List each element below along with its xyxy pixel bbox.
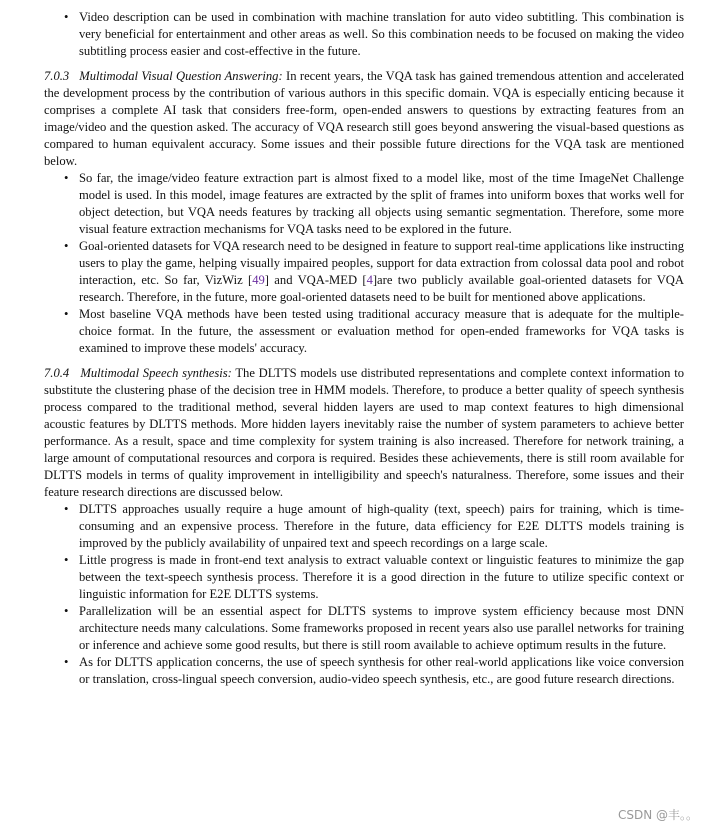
citation-link[interactable]: 4: [366, 273, 373, 287]
bullet-icon: •: [64, 655, 69, 669]
section-number: 7.0.3: [44, 69, 70, 83]
section-7-0-3-paragraph: [44, 68, 684, 170]
bullet-icon: •: [64, 171, 69, 185]
list-item: • Most baseline VQA methods have been tested using traditional accuracy measure that is adequate for the multiple-choice format. In the future, the assessment or evaluation method for open-ended frameworks for VQA tasks is examined to improve these models' accuracy.: [64, 307, 684, 355]
list-item: • Goal-oriented datasets for VQA research need to be designed in feature to support real-time applications like instructing users to play the game, helping visually impaired peoples, support for data extraction from colossal data pool and robot interaction, etc. So far, VizWiz [49] and VQA-MED [4]are two publicly available goal-oriented datasets for VQA research. Therefore, in the future, more goal-oriented datasets need to be built for mentioned above applications.: [64, 239, 684, 304]
section-7-0-4-paragraph: [44, 365, 684, 501]
section-number: 7.0.4: [44, 366, 70, 380]
document-page: [44, 9, 684, 688]
section-title: Multimodal Visual Question Answering:: [79, 69, 283, 83]
bullet-icon: •: [64, 10, 69, 24]
list-item: • Parallelization will be an essential aspect for DLTTS systems to improve system efficiency because most DNN architecture needs many calculations. Some frameworks proposed in recent years also use parallel networks for training or inference and achieve some good results, but there is still room available to achieve optimum results in the future.: [64, 604, 684, 652]
bullet-icon: •: [64, 604, 69, 618]
watermark: CSDN @丰。。: [617, 808, 698, 822]
list-item: • So far, the image/video feature extraction part is almost fixed to a model like, most of the time ImageNet Challenge model is used. In this model, image features are extracted by the split of frames into uniform boxes that works well for object detection, but VQA needs features by tracking all objects using semantic segmentation. Therefore, some more visual feature extraction mechanisms for VQA tasks need to be explored in the future.: [64, 171, 684, 236]
list-item: • Little progress is made in front-end text analysis to extract valuable context or linguistic features to minimize the gap between the text-speech synthesis process. Therefore it is a good direction in the future to utilize specific context or linguistic information for E2E DLTTS systems.: [64, 553, 684, 601]
paragraph-text: In recent years, the VQA task has gained tremendous attention and accelerated the development process by the contribution of various authors in this specific domain. VQA is especially enticing because it comprises a complete AI task that considers free-form, open-ended answers to questions by extracting features from an image/video and the question asked. The accuracy of VQA research still goes beyond answering the visual-based questions as compared to human equivalent accuracy. Some issues and their possible future directions for the VQA task are mentioned below.: [44, 69, 684, 168]
bullet-list-top: [44, 9, 684, 60]
bullet-icon: •: [64, 502, 69, 516]
list-item: • Video description can be used in combination with machine translation for auto video subtitling. This combination is very beneficial for entertainment and other areas as well. So this combination needs to be focused on making the video subtitling process easier and cost-effective in the future.: [64, 10, 684, 58]
list-item: • DLTTS approaches usually require a huge amount of high-quality (text, speech) pairs for training, which is time-consuming and an expensive process. Therefore in the future, data efficiency for E2E DLTTS models training is improved by the publicly availability of unpaired text and speech recordings on a large scale.: [64, 502, 684, 550]
citation-link[interactable]: 49: [252, 273, 265, 287]
bullet-icon: •: [64, 553, 69, 567]
paragraph-text: The DLTTS models use distributed representations and complete context information to substitute the clustering phase of the decision tree in HMM models. Therefore, to produce a better quality of speech synthesis process compared to the traditional method, several hidden layers are used to map context features to high dimensional acoustic features by DLTTS methods. More hidden layers inevitably raise the number of system parameters to achieve better performance. As a result, space and time complexity for system training is also increased. Therefore for network training, a large amount of computational resources and corpora is required. Besides these achievements, there is still room available for DLTTS models in terms of quality improvement in intelligibility and speech's naturalness. Therefore, some issues and their feature research directions are discussed below.: [44, 366, 684, 499]
bullet-list-speech: [44, 501, 684, 688]
bullet-list-vqa: [44, 170, 684, 357]
list-item: • As for DLTTS application concerns, the use of speech synthesis for other real-world applications like voice conversion or translation, cross-lingual speech conversion, audio-video speech synthesis, etc., are good future research directions.: [64, 655, 684, 686]
section-title: Multimodal Speech synthesis:: [80, 366, 232, 380]
bullet-icon: •: [64, 239, 69, 253]
bullet-icon: •: [64, 307, 69, 321]
